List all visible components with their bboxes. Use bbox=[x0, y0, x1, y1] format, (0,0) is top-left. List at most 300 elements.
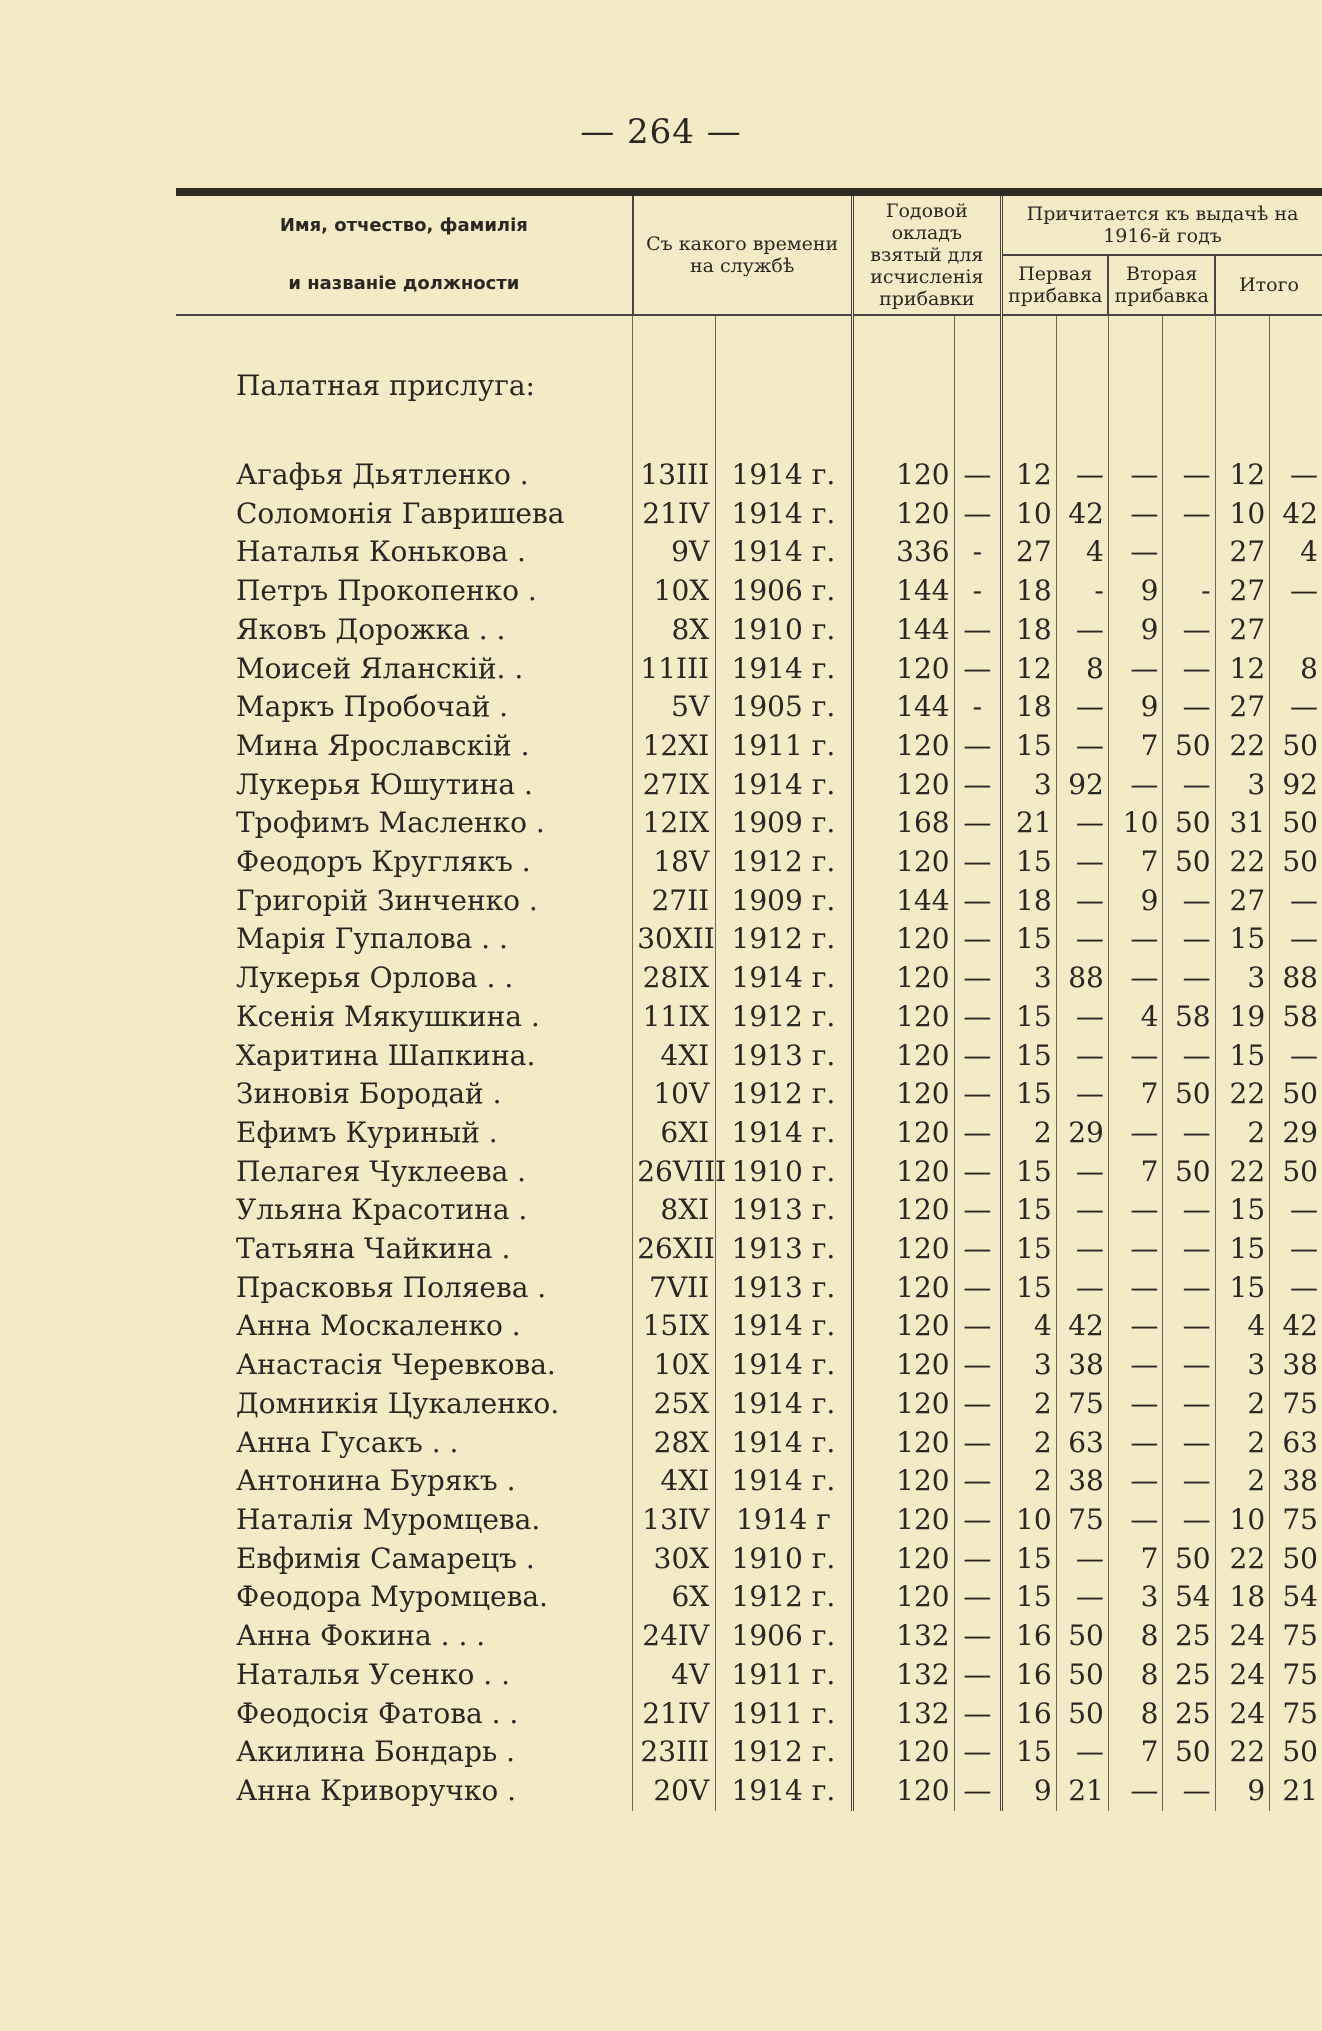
cell-s-r: 7 bbox=[1108, 1540, 1163, 1579]
cell-t-r: 4 bbox=[1215, 1307, 1270, 1346]
cell-s-r: — bbox=[1108, 1385, 1163, 1424]
cell-day: 25X bbox=[633, 1385, 716, 1424]
table-row bbox=[176, 1269, 1322, 1308]
cell-year: 1914 г. bbox=[716, 533, 852, 572]
cell-s-k: — bbox=[1163, 1501, 1215, 1540]
cell-t-k: 29 bbox=[1270, 1114, 1322, 1153]
cell-salk: — bbox=[954, 1385, 1001, 1424]
cell-day: 15IX bbox=[633, 1307, 716, 1346]
register-table bbox=[176, 196, 1322, 1811]
cell-s-k: — bbox=[1163, 1191, 1215, 1230]
cell-f-k: 75 bbox=[1056, 1501, 1108, 1540]
table-row bbox=[176, 959, 1322, 998]
cell-salk: — bbox=[954, 1424, 1001, 1463]
cell-sal: 120 bbox=[852, 1191, 954, 1230]
cell-s-k: — bbox=[1163, 1346, 1215, 1385]
cell-name: Наталья Конькова . bbox=[236, 535, 526, 569]
cell-f-r: 18 bbox=[1002, 882, 1057, 921]
cell-t-k: 88 bbox=[1270, 959, 1322, 998]
cell-sal: 120 bbox=[852, 1037, 954, 1076]
cell-name: Ульяна Красотина . bbox=[236, 1193, 528, 1227]
cell-s-k: 54 bbox=[1163, 1578, 1215, 1617]
cell-t-r: 22 bbox=[1215, 727, 1270, 766]
cell-year: 1914 г. bbox=[716, 1346, 852, 1385]
cell-t-r: 10 bbox=[1215, 1501, 1270, 1540]
cell-s-r: 7 bbox=[1108, 727, 1163, 766]
cell-s-k: — bbox=[1163, 650, 1215, 689]
cell-t-k: — bbox=[1270, 920, 1322, 959]
cell-t-r: 15 bbox=[1215, 1191, 1270, 1230]
cell-salk: - bbox=[954, 533, 1001, 572]
cell-name: Феодосія Фатова . . bbox=[236, 1696, 519, 1730]
cell-salk: — bbox=[954, 1191, 1001, 1230]
cell-s-r: — bbox=[1108, 1424, 1163, 1463]
cell-s-r: — bbox=[1108, 1269, 1163, 1308]
cell-year: 1912 г. bbox=[716, 998, 852, 1037]
table-row bbox=[176, 1501, 1322, 1540]
cell-f-k: — bbox=[1056, 727, 1108, 766]
cell-s-k: 50 bbox=[1163, 1540, 1215, 1579]
cell-t-r: 22 bbox=[1215, 1733, 1270, 1772]
cell-f-r: 15 bbox=[1002, 1153, 1057, 1192]
cell-year: 1914 г. bbox=[716, 1385, 852, 1424]
cell-f-k: — bbox=[1056, 1269, 1108, 1308]
cell-f-k: — bbox=[1056, 1191, 1108, 1230]
cell-s-r: — bbox=[1108, 1501, 1163, 1540]
cell-sal: 120 bbox=[852, 1269, 954, 1308]
cell-salk: — bbox=[954, 1617, 1001, 1656]
table-row bbox=[176, 572, 1322, 611]
cell-s-k: — bbox=[1163, 495, 1215, 534]
section-row bbox=[176, 315, 1322, 456]
cell-f-k: 38 bbox=[1056, 1462, 1108, 1501]
cell-salk: — bbox=[954, 882, 1001, 921]
cell-f-r: 15 bbox=[1002, 1191, 1057, 1230]
table-row bbox=[176, 1230, 1322, 1269]
cell-s-k: - bbox=[1163, 572, 1215, 611]
table-row bbox=[176, 1733, 1322, 1772]
cell-salk: — bbox=[954, 1037, 1001, 1076]
cell-sal: 120 bbox=[852, 495, 954, 534]
cell-year: 1914 г. bbox=[716, 1114, 852, 1153]
header-name-line1: Имя, отчество, фамилія bbox=[279, 215, 528, 236]
cell-salk: — bbox=[954, 1656, 1001, 1695]
table-row bbox=[176, 1772, 1322, 1811]
cell-f-k: — bbox=[1056, 920, 1108, 959]
cell-sal: 132 bbox=[852, 1695, 954, 1734]
cell-year: 1912 г. bbox=[716, 1075, 852, 1114]
cell-t-k: 75 bbox=[1270, 1617, 1322, 1656]
cell-day: 12IX bbox=[633, 804, 716, 843]
cell-year: 1910 г. bbox=[716, 1540, 852, 1579]
cell-sal: 120 bbox=[852, 766, 954, 805]
cell-t-r: 27 bbox=[1215, 572, 1270, 611]
cell-s-r: — bbox=[1108, 1230, 1163, 1269]
cell-t-r: 18 bbox=[1215, 1578, 1270, 1617]
cell-s-r: 9 bbox=[1108, 882, 1163, 921]
cell-name: Прасковья Поляева . bbox=[236, 1270, 547, 1304]
cell-name: Евфимія Самарецъ . bbox=[236, 1541, 535, 1575]
cell-t-k: — bbox=[1270, 882, 1322, 921]
cell-s-r: 9 bbox=[1108, 688, 1163, 727]
cell-day: 21IV bbox=[633, 1695, 716, 1734]
cell-f-r: 2 bbox=[1002, 1385, 1057, 1424]
cell-year: 1906 г. bbox=[716, 1617, 852, 1656]
header-salary: Годовой окладъ взятый для исчисленія прибавки bbox=[852, 196, 1001, 315]
cell-t-r: 24 bbox=[1215, 1617, 1270, 1656]
cell-s-k: — bbox=[1163, 1230, 1215, 1269]
cell-f-r: 10 bbox=[1002, 1501, 1057, 1540]
cell-t-k: — bbox=[1270, 456, 1322, 495]
cell-day: 13III bbox=[633, 456, 716, 495]
cell-t-r: 3 bbox=[1215, 766, 1270, 805]
cell-f-k: 50 bbox=[1056, 1617, 1108, 1656]
cell-year: 1914 г bbox=[716, 1501, 852, 1540]
cell-day: 11IX bbox=[633, 998, 716, 1037]
cell-t-k: — bbox=[1270, 1037, 1322, 1076]
cell-year: 1914 г. bbox=[716, 1462, 852, 1501]
cell-day: 13IV bbox=[633, 1501, 716, 1540]
cell-sal: 132 bbox=[852, 1617, 954, 1656]
cell-day: 18V bbox=[633, 843, 716, 882]
cell-year: 1909 г. bbox=[716, 882, 852, 921]
cell-t-r: 22 bbox=[1215, 1153, 1270, 1192]
cell-name: Пелагея Чуклеева . bbox=[236, 1154, 527, 1188]
cell-t-r: 12 bbox=[1215, 456, 1270, 495]
cell-salk: — bbox=[954, 650, 1001, 689]
cell-s-r: — bbox=[1108, 1191, 1163, 1230]
cell-s-r: 3 bbox=[1108, 1578, 1163, 1617]
cell-t-k: 58 bbox=[1270, 998, 1322, 1037]
table-row bbox=[176, 1346, 1322, 1385]
table-row bbox=[176, 1540, 1322, 1579]
cell-t-r: 12 bbox=[1215, 650, 1270, 689]
table-row bbox=[176, 1578, 1322, 1617]
cell-sal: 120 bbox=[852, 1424, 954, 1463]
cell-s-r: 10 bbox=[1108, 804, 1163, 843]
cell-t-r: 3 bbox=[1215, 959, 1270, 998]
cell-sal: 120 bbox=[852, 1230, 954, 1269]
cell-t-k bbox=[1270, 611, 1322, 650]
table-row bbox=[176, 882, 1322, 921]
cell-t-k: 21 bbox=[1270, 1772, 1322, 1811]
cell-day: 30X bbox=[633, 1540, 716, 1579]
cell-f-r: 15 bbox=[1002, 1037, 1057, 1076]
cell-name: Ксенія Мякушкина . bbox=[236, 999, 540, 1033]
cell-f-r: 15 bbox=[1002, 1075, 1057, 1114]
cell-sal: 120 bbox=[852, 1772, 954, 1811]
header-due: Причитается къ выдачѣ на 1916-й годъ bbox=[1002, 196, 1322, 255]
cell-f-k: — bbox=[1056, 843, 1108, 882]
cell-s-k: — bbox=[1163, 1114, 1215, 1153]
cell-salk: — bbox=[954, 1346, 1001, 1385]
cell-name: Лукерья Орлова . . bbox=[236, 961, 514, 995]
cell-salk: — bbox=[954, 1578, 1001, 1617]
cell-f-k: — bbox=[1056, 1230, 1108, 1269]
cell-salk: — bbox=[954, 998, 1001, 1037]
cell-year: 1914 г. bbox=[716, 495, 852, 534]
cell-day: 5V bbox=[633, 688, 716, 727]
cell-f-k: — bbox=[1056, 1153, 1108, 1192]
register-table-wrap bbox=[176, 188, 1322, 1811]
cell-salk: — bbox=[954, 766, 1001, 805]
cell-s-r: 4 bbox=[1108, 998, 1163, 1037]
cell-t-k: 42 bbox=[1270, 1307, 1322, 1346]
cell-name: Анастасія Черевкова. bbox=[236, 1348, 556, 1382]
cell-f-k: — bbox=[1056, 456, 1108, 495]
cell-f-k: 4 bbox=[1056, 533, 1108, 572]
cell-year: 1914 г. bbox=[716, 959, 852, 998]
cell-t-k: 63 bbox=[1270, 1424, 1322, 1463]
cell-f-r: 10 bbox=[1002, 495, 1057, 534]
cell-day: 11III bbox=[633, 650, 716, 689]
cell-s-r: 7 bbox=[1108, 1075, 1163, 1114]
cell-s-k bbox=[1163, 533, 1215, 572]
cell-name: Моисей Яланскій. . bbox=[236, 651, 524, 685]
cell-t-k: 50 bbox=[1270, 1540, 1322, 1579]
cell-name: Лукерья Юшутина . bbox=[236, 767, 533, 801]
cell-f-k: — bbox=[1056, 1075, 1108, 1114]
header-second: Вторая прибавка bbox=[1108, 255, 1215, 315]
cell-day: 28IX bbox=[633, 959, 716, 998]
cell-f-k: 50 bbox=[1056, 1695, 1108, 1734]
cell-name: Марія Гупалова . . bbox=[236, 922, 508, 956]
cell-t-r: 27 bbox=[1215, 688, 1270, 727]
cell-f-r: 15 bbox=[1002, 920, 1057, 959]
cell-name: Феодора Муромцева. bbox=[236, 1580, 548, 1614]
cell-year: 1913 г. bbox=[716, 1191, 852, 1230]
table-row bbox=[176, 920, 1322, 959]
cell-salk: — bbox=[954, 1153, 1001, 1192]
table-row bbox=[176, 1385, 1322, 1424]
cell-sal: 144 bbox=[852, 611, 954, 650]
cell-year: 1911 г. bbox=[716, 1656, 852, 1695]
cell-f-k: 42 bbox=[1056, 1307, 1108, 1346]
cell-f-k: — bbox=[1056, 688, 1108, 727]
table-row bbox=[176, 843, 1322, 882]
cell-f-k: — bbox=[1056, 1578, 1108, 1617]
cell-t-k: — bbox=[1270, 572, 1322, 611]
table-body bbox=[176, 315, 1322, 1811]
cell-year: 1909 г. bbox=[716, 804, 852, 843]
cell-f-r: 27 bbox=[1002, 533, 1057, 572]
cell-f-r: 3 bbox=[1002, 766, 1057, 805]
cell-t-k: 42 bbox=[1270, 495, 1322, 534]
cell-t-r: 24 bbox=[1215, 1656, 1270, 1695]
cell-s-k: — bbox=[1163, 959, 1215, 998]
cell-s-k: 50 bbox=[1163, 804, 1215, 843]
cell-year: 1912 г. bbox=[716, 920, 852, 959]
table-row bbox=[176, 1191, 1322, 1230]
cell-t-r: 3 bbox=[1215, 1346, 1270, 1385]
cell-sal: 120 bbox=[852, 1578, 954, 1617]
cell-f-r: 12 bbox=[1002, 456, 1057, 495]
cell-day: 21IV bbox=[633, 495, 716, 534]
cell-sal: 336 bbox=[852, 533, 954, 572]
cell-t-r: 2 bbox=[1215, 1462, 1270, 1501]
cell-year: 1912 г. bbox=[716, 843, 852, 882]
cell-day: 6X bbox=[633, 1578, 716, 1617]
cell-year: 1914 г. bbox=[716, 456, 852, 495]
cell-year: 1914 г. bbox=[716, 650, 852, 689]
table-row bbox=[176, 804, 1322, 843]
cell-s-r: 8 bbox=[1108, 1617, 1163, 1656]
cell-name: Григорій Зинченко . bbox=[236, 883, 538, 917]
cell-t-r: 27 bbox=[1215, 533, 1270, 572]
cell-day: 10X bbox=[633, 1346, 716, 1385]
cell-f-r: 15 bbox=[1002, 1269, 1057, 1308]
cell-sal: 132 bbox=[852, 1656, 954, 1695]
cell-f-k: 88 bbox=[1056, 959, 1108, 998]
cell-day: 24IV bbox=[633, 1617, 716, 1656]
cell-name: Зиновія Бородай . bbox=[236, 1077, 502, 1111]
table-row bbox=[176, 611, 1322, 650]
cell-salk: — bbox=[954, 727, 1001, 766]
cell-name: Трофимъ Масленко . bbox=[236, 806, 545, 840]
cell-t-r: 9 bbox=[1215, 1772, 1270, 1811]
cell-f-r: 15 bbox=[1002, 1733, 1057, 1772]
cell-t-k: 92 bbox=[1270, 766, 1322, 805]
cell-sal: 120 bbox=[852, 456, 954, 495]
cell-t-r: 10 bbox=[1215, 495, 1270, 534]
cell-year: 1914 г. bbox=[716, 766, 852, 805]
cell-s-r: 8 bbox=[1108, 1695, 1163, 1734]
cell-name: Маркъ Пробочай . bbox=[236, 690, 509, 724]
cell-t-r: 24 bbox=[1215, 1695, 1270, 1734]
cell-sal: 120 bbox=[852, 1462, 954, 1501]
cell-t-r: 19 bbox=[1215, 998, 1270, 1037]
cell-t-r: 2 bbox=[1215, 1424, 1270, 1463]
cell-s-k: — bbox=[1163, 1385, 1215, 1424]
cell-salk: — bbox=[954, 843, 1001, 882]
cell-day: 9V bbox=[633, 533, 716, 572]
cell-f-k: 75 bbox=[1056, 1385, 1108, 1424]
cell-year: 1914 г. bbox=[716, 1772, 852, 1811]
cell-f-k: — bbox=[1056, 1733, 1108, 1772]
cell-f-r: 18 bbox=[1002, 688, 1057, 727]
cell-s-k: 50 bbox=[1163, 1153, 1215, 1192]
cell-s-k: 50 bbox=[1163, 727, 1215, 766]
cell-f-r: 2 bbox=[1002, 1424, 1057, 1463]
cell-year: 1913 г. bbox=[716, 1269, 852, 1308]
cell-s-r: — bbox=[1108, 1772, 1163, 1811]
cell-s-k: — bbox=[1163, 1772, 1215, 1811]
cell-day: 4XI bbox=[633, 1462, 716, 1501]
cell-sal: 144 bbox=[852, 688, 954, 727]
cell-name: Ефимъ Куриный . bbox=[236, 1115, 498, 1149]
cell-f-r: 16 bbox=[1002, 1695, 1057, 1734]
cell-day: 23III bbox=[633, 1733, 716, 1772]
header-name bbox=[176, 196, 633, 315]
cell-s-k: — bbox=[1163, 456, 1215, 495]
cell-s-k: 58 bbox=[1163, 998, 1215, 1037]
cell-s-k: 50 bbox=[1163, 1075, 1215, 1114]
cell-year: 1914 г. bbox=[716, 1307, 852, 1346]
cell-day: 26XII bbox=[633, 1230, 716, 1269]
cell-year: 1906 г. bbox=[716, 572, 852, 611]
cell-f-r: 15 bbox=[1002, 1540, 1057, 1579]
cell-f-k: — bbox=[1056, 804, 1108, 843]
cell-f-k: 42 bbox=[1056, 495, 1108, 534]
cell-sal: 120 bbox=[852, 1153, 954, 1192]
table-row bbox=[176, 1656, 1322, 1695]
cell-s-r: — bbox=[1108, 495, 1163, 534]
cell-year: 1913 г. bbox=[716, 1037, 852, 1076]
cell-day: 4V bbox=[633, 1656, 716, 1695]
cell-f-r: 3 bbox=[1002, 1346, 1057, 1385]
cell-day: 4XI bbox=[633, 1037, 716, 1076]
cell-name: Соломонія Гавришева bbox=[236, 496, 565, 530]
cell-f-r: 21 bbox=[1002, 804, 1057, 843]
cell-f-k: 29 bbox=[1056, 1114, 1108, 1153]
cell-t-k: — bbox=[1270, 688, 1322, 727]
table-row bbox=[176, 727, 1322, 766]
cell-s-k: — bbox=[1163, 1462, 1215, 1501]
cell-s-r: 9 bbox=[1108, 611, 1163, 650]
cell-f-k: - bbox=[1056, 572, 1108, 611]
cell-salk: — bbox=[954, 456, 1001, 495]
cell-s-k: — bbox=[1163, 882, 1215, 921]
cell-s-k: — bbox=[1163, 1269, 1215, 1308]
table-row bbox=[176, 1114, 1322, 1153]
cell-salk: — bbox=[954, 611, 1001, 650]
cell-t-k: — bbox=[1270, 1269, 1322, 1308]
cell-sal: 120 bbox=[852, 1385, 954, 1424]
cell-f-r: 3 bbox=[1002, 959, 1057, 998]
cell-year: 1914 г. bbox=[716, 1424, 852, 1463]
cell-salk: — bbox=[954, 1114, 1001, 1153]
cell-s-r: — bbox=[1108, 959, 1163, 998]
cell-salk: — bbox=[954, 959, 1001, 998]
cell-day: 7VII bbox=[633, 1269, 716, 1308]
cell-name: Домникія Цукаленко. bbox=[236, 1386, 560, 1420]
cell-day: 26VIII bbox=[633, 1153, 716, 1192]
cell-salk: — bbox=[954, 1075, 1001, 1114]
cell-t-k: 50 bbox=[1270, 804, 1322, 843]
cell-sal: 120 bbox=[852, 1540, 954, 1579]
cell-f-k: 21 bbox=[1056, 1772, 1108, 1811]
cell-f-k: 50 bbox=[1056, 1656, 1108, 1695]
table-row bbox=[176, 1153, 1322, 1192]
cell-t-r: 27 bbox=[1215, 611, 1270, 650]
cell-salk: — bbox=[954, 1501, 1001, 1540]
table-row bbox=[176, 1307, 1322, 1346]
table-row bbox=[176, 650, 1322, 689]
cell-name: Анна Москаленко . bbox=[236, 1309, 521, 1343]
cell-day: 28X bbox=[633, 1424, 716, 1463]
header-first: Первая прибавка bbox=[1002, 255, 1109, 315]
cell-s-r: — bbox=[1108, 533, 1163, 572]
cell-day: 8X bbox=[633, 611, 716, 650]
cell-s-r: 7 bbox=[1108, 843, 1163, 882]
cell-f-r: 2 bbox=[1002, 1462, 1057, 1501]
cell-s-k: — bbox=[1163, 1424, 1215, 1463]
cell-f-k: — bbox=[1056, 998, 1108, 1037]
cell-name: Петръ Прокопенко . bbox=[236, 574, 537, 608]
cell-name: Анна Фокина . . . bbox=[236, 1619, 486, 1653]
cell-salk: — bbox=[954, 1230, 1001, 1269]
cell-salk: - bbox=[954, 572, 1001, 611]
cell-name: Феодоръ Круглякъ . bbox=[236, 845, 531, 879]
cell-f-k: — bbox=[1056, 1037, 1108, 1076]
cell-s-r: — bbox=[1108, 650, 1163, 689]
cell-s-k: — bbox=[1163, 766, 1215, 805]
cell-t-r: 2 bbox=[1215, 1385, 1270, 1424]
cell-t-k: — bbox=[1270, 1191, 1322, 1230]
cell-f-r: 2 bbox=[1002, 1114, 1057, 1153]
cell-salk: — bbox=[954, 1695, 1001, 1734]
cell-sal: 120 bbox=[852, 1501, 954, 1540]
